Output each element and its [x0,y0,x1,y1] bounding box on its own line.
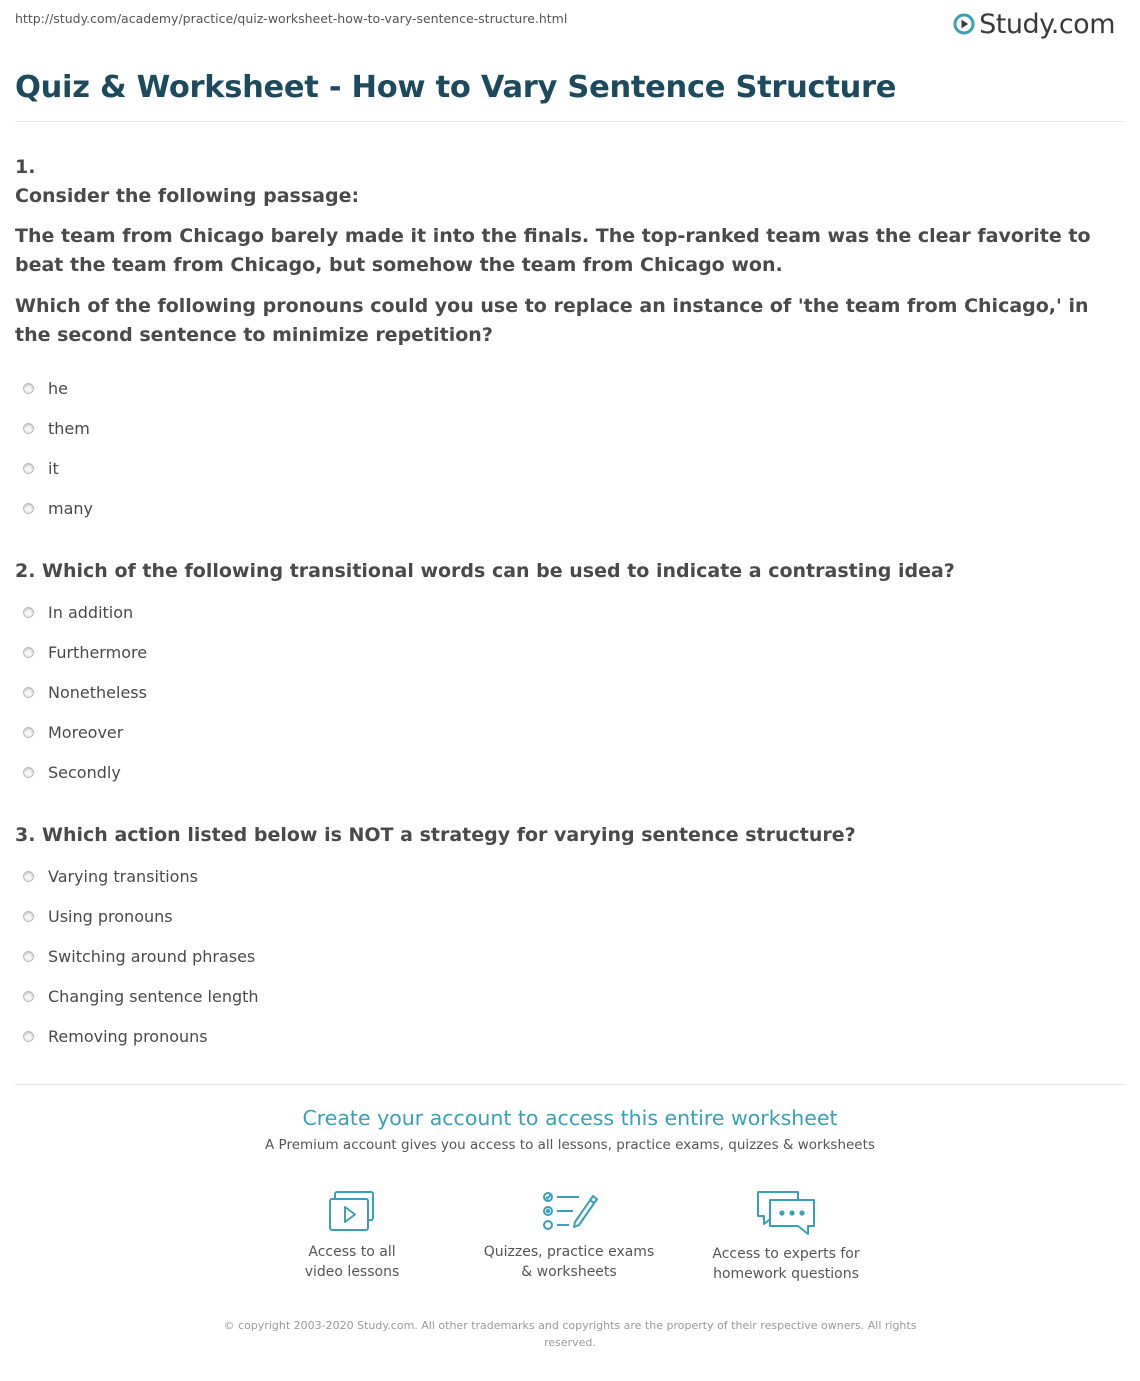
copyright-line: reserved. [544,1336,596,1349]
radio-button[interactable] [23,687,34,698]
feature-line: homework questions [713,1266,859,1282]
radio-button[interactable] [23,647,34,658]
option-label: Furthermore [48,642,148,662]
option-label: Secondly [48,762,121,782]
answer-option[interactable] [23,1024,208,1048]
answer-option[interactable] [23,416,90,440]
radio-button[interactable] [23,991,34,1002]
answer-option[interactable] [23,864,198,888]
option-label: it [48,458,59,478]
option-label: Moreover [48,722,124,742]
section-divider [15,1084,1125,1085]
answer-option[interactable] [23,680,147,704]
chat-bubbles-icon [754,1188,818,1236]
radio-button[interactable] [23,911,34,922]
answer-option[interactable] [23,456,59,480]
radio-button[interactable] [23,727,34,738]
feature-experts [686,1188,886,1284]
answer-option[interactable] [23,760,121,784]
question-prompt: Which of the following pronouns could you use to replace an instance of 'the team from Chicago,' in the second sentence to minimize repetition? [15,294,1089,346]
logo-text: Study.com [979,8,1115,40]
feature-line: Access to experts for [712,1246,860,1262]
feature-video-lessons [252,1188,452,1282]
answer-option[interactable] [23,904,173,928]
play-logo-icon [953,13,975,35]
option-label: Switching around phrases [48,946,256,966]
radio-button[interactable] [23,463,34,474]
option-label: Changing sentence length [48,986,259,1006]
question-1 [15,153,1115,351]
page-url: http://study.com/academy/practice/quiz-worksheet-how-to-vary-sentence-structure.html [15,11,568,26]
option-label: Removing pronouns [48,1026,208,1046]
answer-option[interactable] [23,600,133,624]
question-number: 1. [15,156,36,178]
feature-line: Quizzes, practice exams [483,1244,655,1260]
feature-line: & worksheets [521,1264,617,1280]
question-prompt: 3. Which action listed below is NOT a strategy for varying sentence structure? [15,824,856,846]
answer-option[interactable] [23,944,255,968]
feature-quizzes [469,1188,669,1282]
quiz-checklist-icon [539,1188,599,1234]
feature-line: Access to all [308,1244,396,1260]
question-intro: Consider the following passage: [15,185,360,207]
radio-button[interactable] [23,767,34,778]
radio-button[interactable] [23,607,34,618]
radio-button[interactable] [23,423,34,434]
option-label: In addition [48,602,134,622]
answer-option[interactable] [23,640,147,664]
create-account-link[interactable]: Create your account to access this entire worksheet [302,1106,838,1130]
option-label: them [48,418,90,438]
radio-button[interactable] [23,951,34,962]
radio-button[interactable] [23,383,34,394]
radio-button[interactable] [23,1031,34,1042]
question-prompt: 2. Which of the following transitional words can be used to indicate a contrasting idea? [15,560,955,582]
copyright-line: © copyright 2003-2020 Study.com. All other trademarks and copyrights are the property of their respective owners. All rights [223,1319,917,1332]
question-3 [15,821,1115,851]
answer-option[interactable] [23,720,123,744]
cta-subtitle: A Premium account gives you access to all lessons, practice exams, quizzes & worksheets [265,1137,875,1153]
answer-option[interactable] [23,496,93,520]
title-divider [15,121,1125,122]
video-lesson-icon [326,1188,378,1234]
answer-option[interactable] [23,376,68,400]
feature-line: video lessons [304,1264,400,1280]
option-label: Using pronouns [48,906,173,926]
option-label: Nonetheless [48,682,147,702]
radio-button[interactable] [23,503,34,514]
question-passage: The team from Chicago barely made it into the finals. The top-ranked team was the clear favorite to beat the team from Chicago, but somehow the team from Chicago won. [15,224,1091,276]
option-label: he [48,378,68,398]
option-label: many [48,498,93,518]
study-logo[interactable] [953,7,1115,41]
radio-button[interactable] [23,871,34,882]
answer-option[interactable] [23,984,259,1008]
page-title: Quiz & Worksheet - How to Vary Sentence Structure [15,70,897,105]
copyright [210,1317,930,1351]
option-label: Varying transitions [48,866,198,886]
question-2 [15,557,1115,587]
